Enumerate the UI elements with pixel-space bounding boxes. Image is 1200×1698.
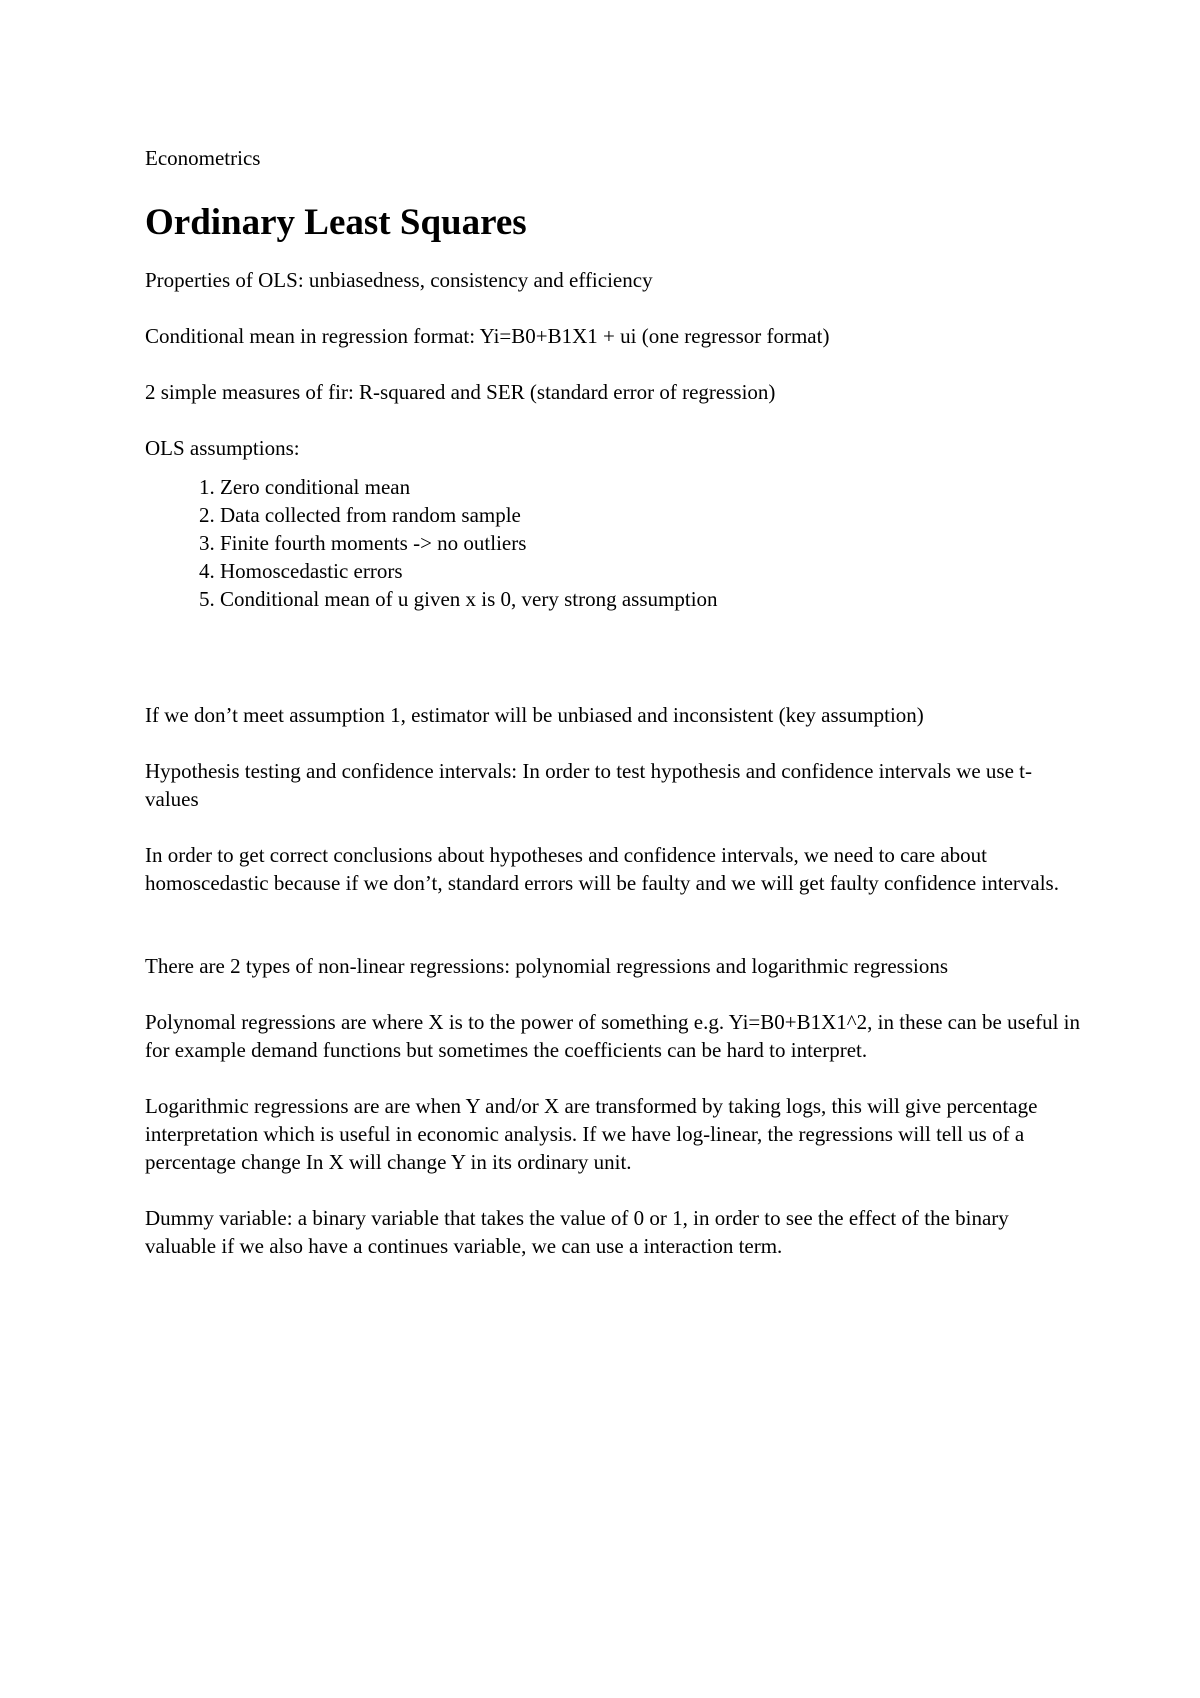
paragraph-ols-properties: Properties of OLS: unbiasedness, consistency and efficiency: [145, 268, 653, 292]
document-title: Ordinary Least Squares: [145, 202, 527, 243]
paragraph-dummy-variable: Dummy variable: a binary variable that takes the value of 0 or 1, in order to see the effect of the binary valuable if we also have a continues variable, we can use a interaction term.: [145, 1206, 1009, 1258]
list-item: 4. Homoscedastic errors: [220, 557, 1085, 585]
paragraph-assumptions-heading: OLS assumptions:: [145, 436, 300, 460]
list-item: 5. Conditional mean of u given x is 0, very strong assumption: [220, 585, 1085, 613]
paragraph-nonlinear-regressions: There are 2 types of non-linear regressions: polynomial regressions and logarithmic regressions: [145, 954, 949, 978]
assumptions-list: [145, 473, 1085, 613]
document-body: [145, 144, 1085, 1288]
paragraph-assumption-one: If we don’t meet assumption 1, estimator will be unbiased and inconsistent (key assumption): [145, 703, 924, 727]
paragraph-hypothesis-testing: Hypothesis testing and confidence intervals: In order to test hypothesis and confidence intervals we use t-values: [145, 759, 1033, 811]
list-item: 3. Finite fourth moments -> no outliers: [220, 529, 1085, 557]
course-label: Econometrics: [145, 146, 261, 170]
paragraph-polynomial-regressions: Polynomal regressions are where X is to the power of something e.g. Yi=B0+B1X1^2, in these can be useful in for example demand functions but sometimes the coefficients can be hard to interpret.: [145, 1010, 1081, 1062]
list-item: 2. Data collected from random sample: [220, 501, 1085, 529]
paragraph-logarithmic-regressions: Logarithmic regressions are are when Y and/or X are transformed by taking logs, this will give percentage interpretation which is useful in economic analysis. If we have log-linear, the regressions will tell us of a percentage change In X will change Y in its ordinary unit.: [145, 1094, 1038, 1174]
blank-space: [145, 897, 1085, 952]
paragraph-conditional-mean: Conditional mean in regression format: Yi=B0+B1X1 + ui (one regressor format): [145, 324, 830, 348]
blank-space: [145, 613, 1085, 701]
paragraph-measures-of-fit: 2 simple measures of fir: R-squared and SER (standard error of regression): [145, 380, 776, 404]
paragraph-homoscedastic: In order to get correct conclusions about hypotheses and confidence intervals, we need to care about homoscedastic because if we don’t, standard errors will be faulty and we will get faulty confidence intervals.: [145, 843, 1059, 895]
list-item: 1. Zero conditional mean: [220, 473, 1085, 501]
